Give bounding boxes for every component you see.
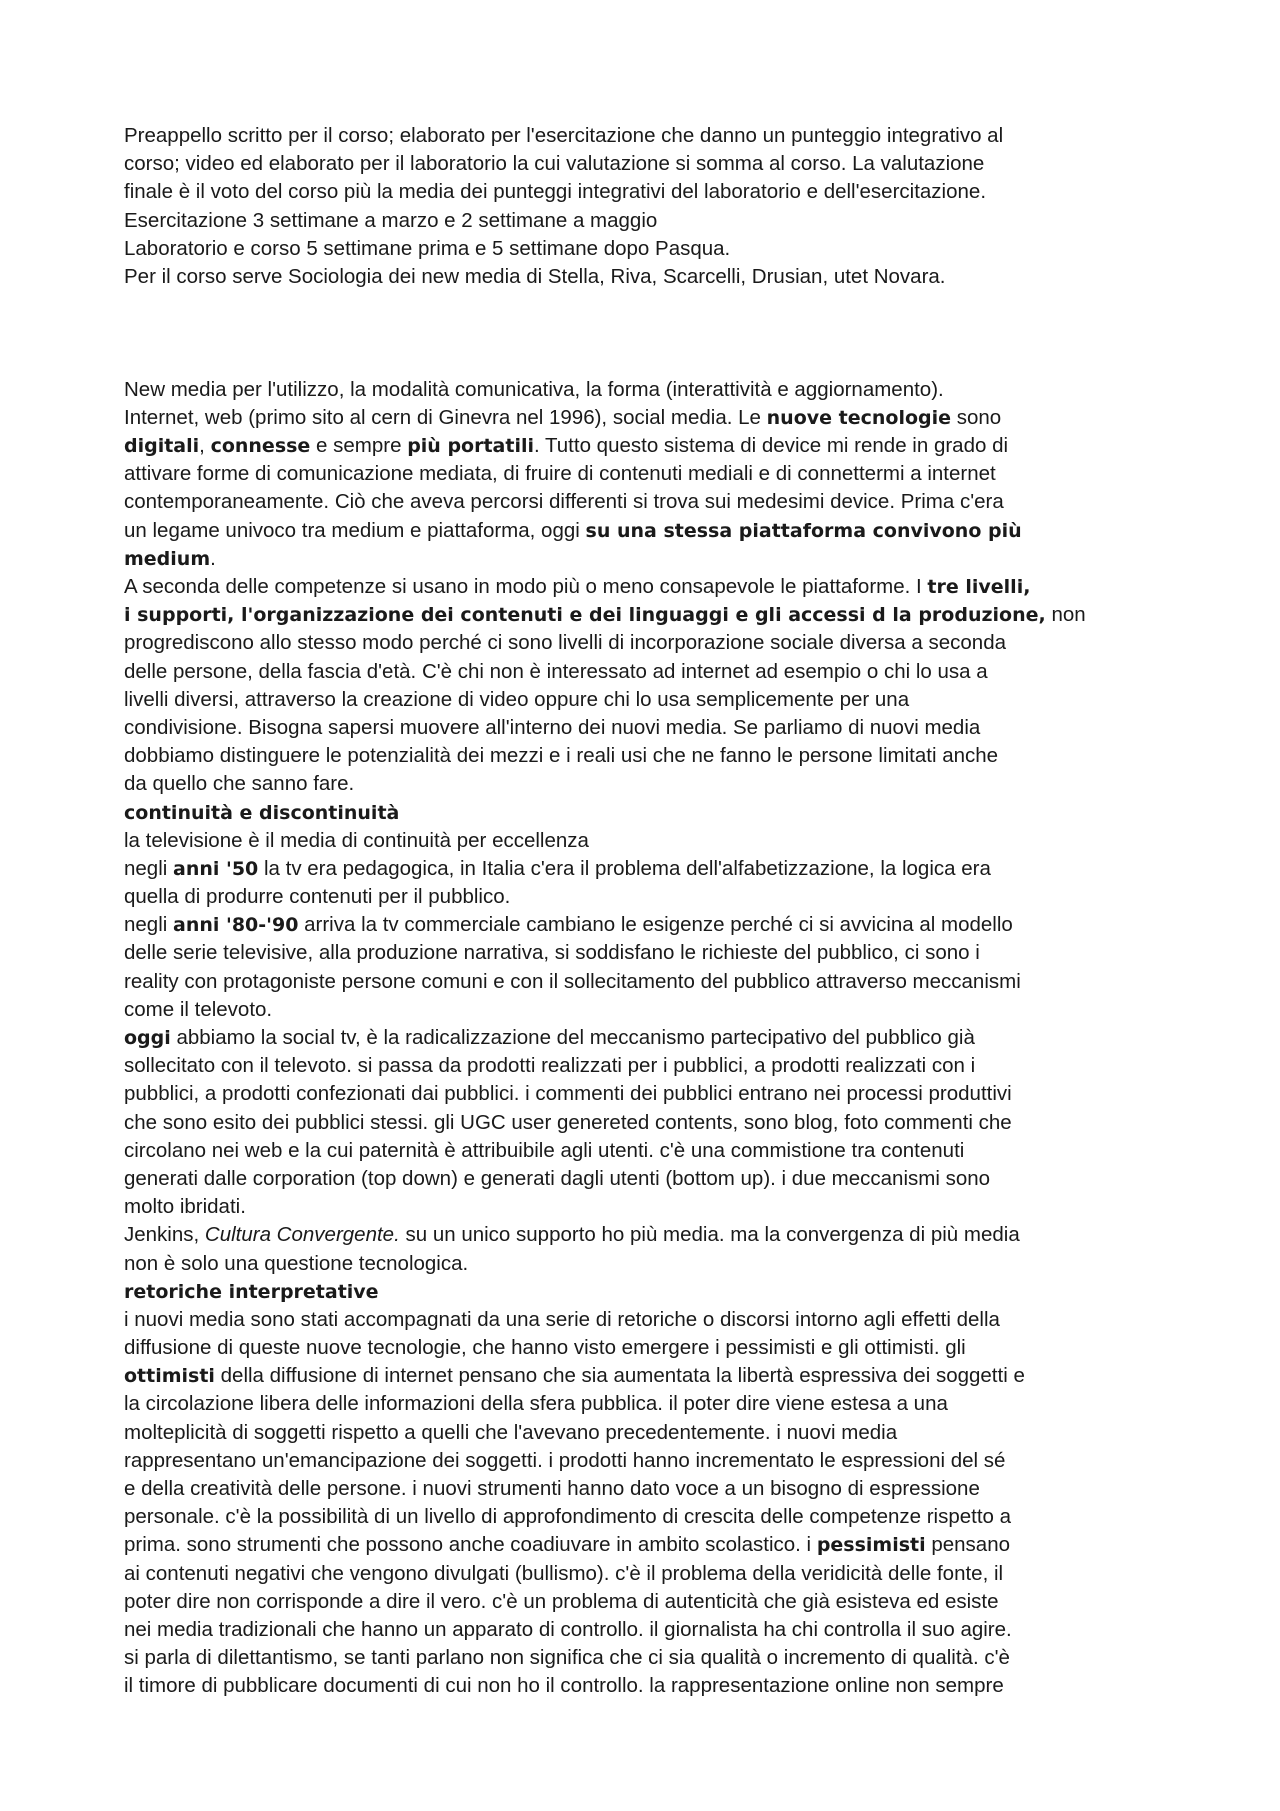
text-line [124,1109,1186,1137]
text-line [124,432,1186,460]
bold-text: digitali [124,435,200,458]
text-run: generati dalle corporation (top down) e generati dagli utenti (bottom up). i due meccanismi sono [124,1166,991,1190]
text-run: prima. sono strumenti che possono anche coadiuvare in ambito scolastico. i [124,1533,817,1557]
text-run: Internet, web (primo sito al cern di Ginevra nel 1996), social media. Le [124,405,767,429]
text-run: contemporaneamente. Ciò che aveva percorsi differenti si trova sui medesimi device. Prima c'era [124,490,1004,514]
bold-text: connesse [210,435,311,458]
text-run: dobbiamo distinguere le potenzialità dei mezzi e i reali usi che ne fanno le persone limitati anche [124,744,999,768]
text-run: non [1045,603,1086,627]
text-line [124,1334,1186,1362]
text-run: negli [124,856,174,880]
text-run: il timore di pubblicare documenti di cui non ho il controllo. la rappresentazione online non sempre [124,1674,1004,1698]
text-line: Per il corso serve Sociologia dei new media di Stella, Riva, Scarcelli, Drusian, utet Novara. [124,264,946,288]
spacer [124,348,1186,376]
text-run: che sono esito dei pubblici stessi. gli UGC user genereted contents, sono blog, foto commenti che [124,1110,1012,1134]
text-run: e sempre [310,434,408,458]
text-line [124,488,1186,516]
bold-text: oggi [124,1027,171,1049]
body-text [124,376,1186,1701]
text-run: da quello che sanno fare. [124,772,355,796]
text-line [124,1137,1186,1165]
text-line [124,404,1186,432]
text-line [124,883,1186,911]
document-page [124,122,1186,1701]
text-line [124,1024,1186,1052]
text-line [124,996,1186,1024]
text-run: un legame univoco tra medium e piattaforma, oggi [124,518,586,542]
text-line [124,1278,1186,1306]
text-line [124,1644,1186,1672]
text-line [124,1531,1186,1559]
text-line [124,968,1186,996]
text-line [124,517,1186,545]
text-line [124,1560,1186,1588]
text-line [124,629,1186,657]
text-run: si parla di dilettantismo, se tanti parlano non significa che ci sia qualità o incremento di qualità. c'è [124,1646,1010,1670]
text-run: molto ibridati. [124,1195,246,1219]
text-run: rappresentano un'emancipazione dei soggetti. i prodotti hanno incrementato le espressioni del sé [124,1448,1006,1472]
text-line [124,1193,1186,1221]
text-line [124,827,1186,855]
text-run: non è solo una questione tecnologica. [124,1251,469,1275]
bold-text: nuove tecnologie [766,406,952,429]
text-line [124,1475,1186,1503]
text-line [124,1672,1186,1700]
text-run: pensano [925,1533,1011,1557]
text-run: personale. c'è la possibilità di un livello di approfondimento di crescita delle competenze rispetto a [124,1505,1012,1529]
text-run: la televisione è il media di continuità per eccellenza [124,828,589,852]
text-run: progrediscono allo stesso modo perché ci sono livelli di incorporazione sociale diversa a seconda [124,631,1006,655]
text-run: delle serie televisive, alla produzione narrativa, si soddisfano le richieste del pubblico, ci sono i [124,941,980,965]
italic-text: Cultura Convergente. [204,1223,400,1247]
intro-paragraph [124,122,1186,291]
text-line [124,1362,1186,1390]
text-run: A seconda delle competenze si usano in modo più o meno consapevole le piattaforme. I [124,575,928,598]
text-run: . [210,546,216,570]
text-line [124,1419,1186,1447]
text-run: diffusione di queste nuove tecnologie, che hanno visto emergere i pessimisti e gli ottimisti. gli [124,1336,966,1360]
text-run: New media per l'utilizzo, la modalità comunicativa, la forma (interattività e aggiornamento). [124,377,944,401]
text-line [124,799,1186,827]
text-run: della diffusione di internet pensano che sia aumentata la libertà espressiva dei soggetti e [214,1364,1025,1388]
text-line [124,601,1186,629]
text-line [124,855,1186,883]
text-run: circolano nei web e la cui paternità è attribuibile agli utenti. c'è una commistione tra contenuti [124,1138,965,1162]
bold-text: retoriche interpretative [124,1280,379,1303]
text-line [124,911,1186,939]
bold-text: su una stessa piattaforma convivono più [585,519,1022,542]
bold-text: medium [124,547,211,570]
bold-text: più portatili [407,435,534,458]
text-run: arriva la tv commerciale cambiano le esigenze perché ci si avvicina al modello [298,913,1013,937]
text-run: . Tutto questo sistema di device mi rende in grado di [534,434,1009,458]
text-line [124,1221,1186,1249]
text-line: Preappello scritto per il corso; elaborato per l'esercitazione che danno un punteggio integrativo al [124,124,1004,147]
text-run: e della creatività delle persone. i nuovi strumenti hanno dato voce a un bisogno di espressione [124,1477,980,1500]
text-line: Laboratorio e corso 5 settimane prima e 5 settimane dopo Pasqua. [124,236,731,260]
text-line [124,1250,1186,1278]
text-line [124,1080,1186,1108]
text-run: quella di produrre contenuti per il pubblico. [124,885,511,909]
text-line: Esercitazione 3 settimane a marzo e 2 settimane a maggio [124,208,658,232]
text-run: sono [951,405,1002,429]
text-run: nei media tradizionali che hanno un apparato di controllo. il giornalista ha chi controlla il suo agire. [124,1617,1012,1641]
bold-text: ottimisti [124,1365,215,1388]
spacer [124,291,1186,319]
text-run: negli [124,913,174,937]
text-line [124,573,1186,601]
bold-text: i supporti, l'organizzazione dei contenuti e dei linguaggi e gli accessi d la produzione, [124,604,1046,627]
text-line [124,714,1186,742]
text-line [124,545,1186,573]
text-line: corso; video ed elaborato per il laboratorio la cui valutazione si somma al corso. La valutazione [124,152,985,176]
text-run: poter dire non corrisponde a dire il vero. c'è un problema di autenticità che già esisteva ed esiste [124,1589,999,1613]
text-run: molteplicità di soggetti rispetto a quelli che l'avevano precedentemente. i nuovi media [124,1420,898,1444]
bold-text: continuità e discontinuità [124,801,400,824]
text-run: sollecitato con il televoto. si passa da prodotti realizzati per i pubblici, a prodotti realizzati con i [124,1054,976,1078]
text-line [124,1447,1186,1475]
text-line: finale è il voto del corso più la media dei punteggi integrativi del laboratorio e dell'esercitazione. [124,180,987,204]
text-run: i nuovi media sono stati accompagnati da una serie di retoriche o discorsi intorno agli effetti della [124,1307,1000,1331]
text-line [124,939,1186,967]
text-run: la circolazione libera delle informazioni della sfera pubblica. il poter dire viene estesa a una [124,1392,948,1416]
text-line [124,1165,1186,1193]
text-line [124,460,1186,488]
text-line [124,1616,1186,1644]
text-run: su un unico supporto ho più media. ma la convergenza di più media [399,1223,1020,1247]
text-run: reality con protagoniste persone comuni e con il sollecitamento del pubblico attraverso meccanismi [124,969,1021,993]
text-run: abbiamo la social tv, è la radicalizzazione del meccanismo partecipativo del pubblico già [170,1026,975,1049]
text-line [124,686,1186,714]
bold-text: pessimisti [816,1534,926,1557]
text-run: , [199,434,211,458]
text-line [124,658,1186,686]
text-line [124,1503,1186,1531]
text-run: attivare forme di comunicazione mediata, di fruire di contenuti mediali e di connettermi a internet [124,462,996,486]
text-line [124,1588,1186,1616]
bold-text: tre livelli, [927,576,1031,598]
text-run: livelli diversi, attraverso la creazione di video oppure chi lo usa semplicemente per una [124,687,910,711]
text-line [124,1306,1186,1334]
text-run: come il televoto. [124,997,273,1021]
text-line [124,742,1186,770]
bold-text: anni '80-'90 [173,914,299,937]
text-run: condivisione. Bisogna sapersi muovere all'interno dei nuovi media. Se parliamo di nuovi media [124,715,981,739]
text-run: pubblici, a prodotti confezionati dai pubblici. i commenti dei pubblici entrano nei processi produttivi [124,1082,1012,1106]
text-run: Jenkins, [124,1223,205,1247]
text-line [124,1052,1186,1080]
text-run: la tv era pedagogica, in Italia c'era il problema dell'alfabetizzazione, la logica era [258,856,991,880]
spacer [124,319,1186,347]
text-line [124,770,1186,798]
bold-text: anni '50 [173,857,259,880]
text-line [124,376,1186,404]
text-run: ai contenuti negativi che vengono divulgati (bullismo). c'è il problema della veridicità delle fonte, il [124,1561,1004,1585]
text-line [124,1390,1186,1418]
text-run: delle persone, della fascia d'età. C'è chi non è interessato ad internet ad esempio o chi lo usa a [124,659,988,683]
